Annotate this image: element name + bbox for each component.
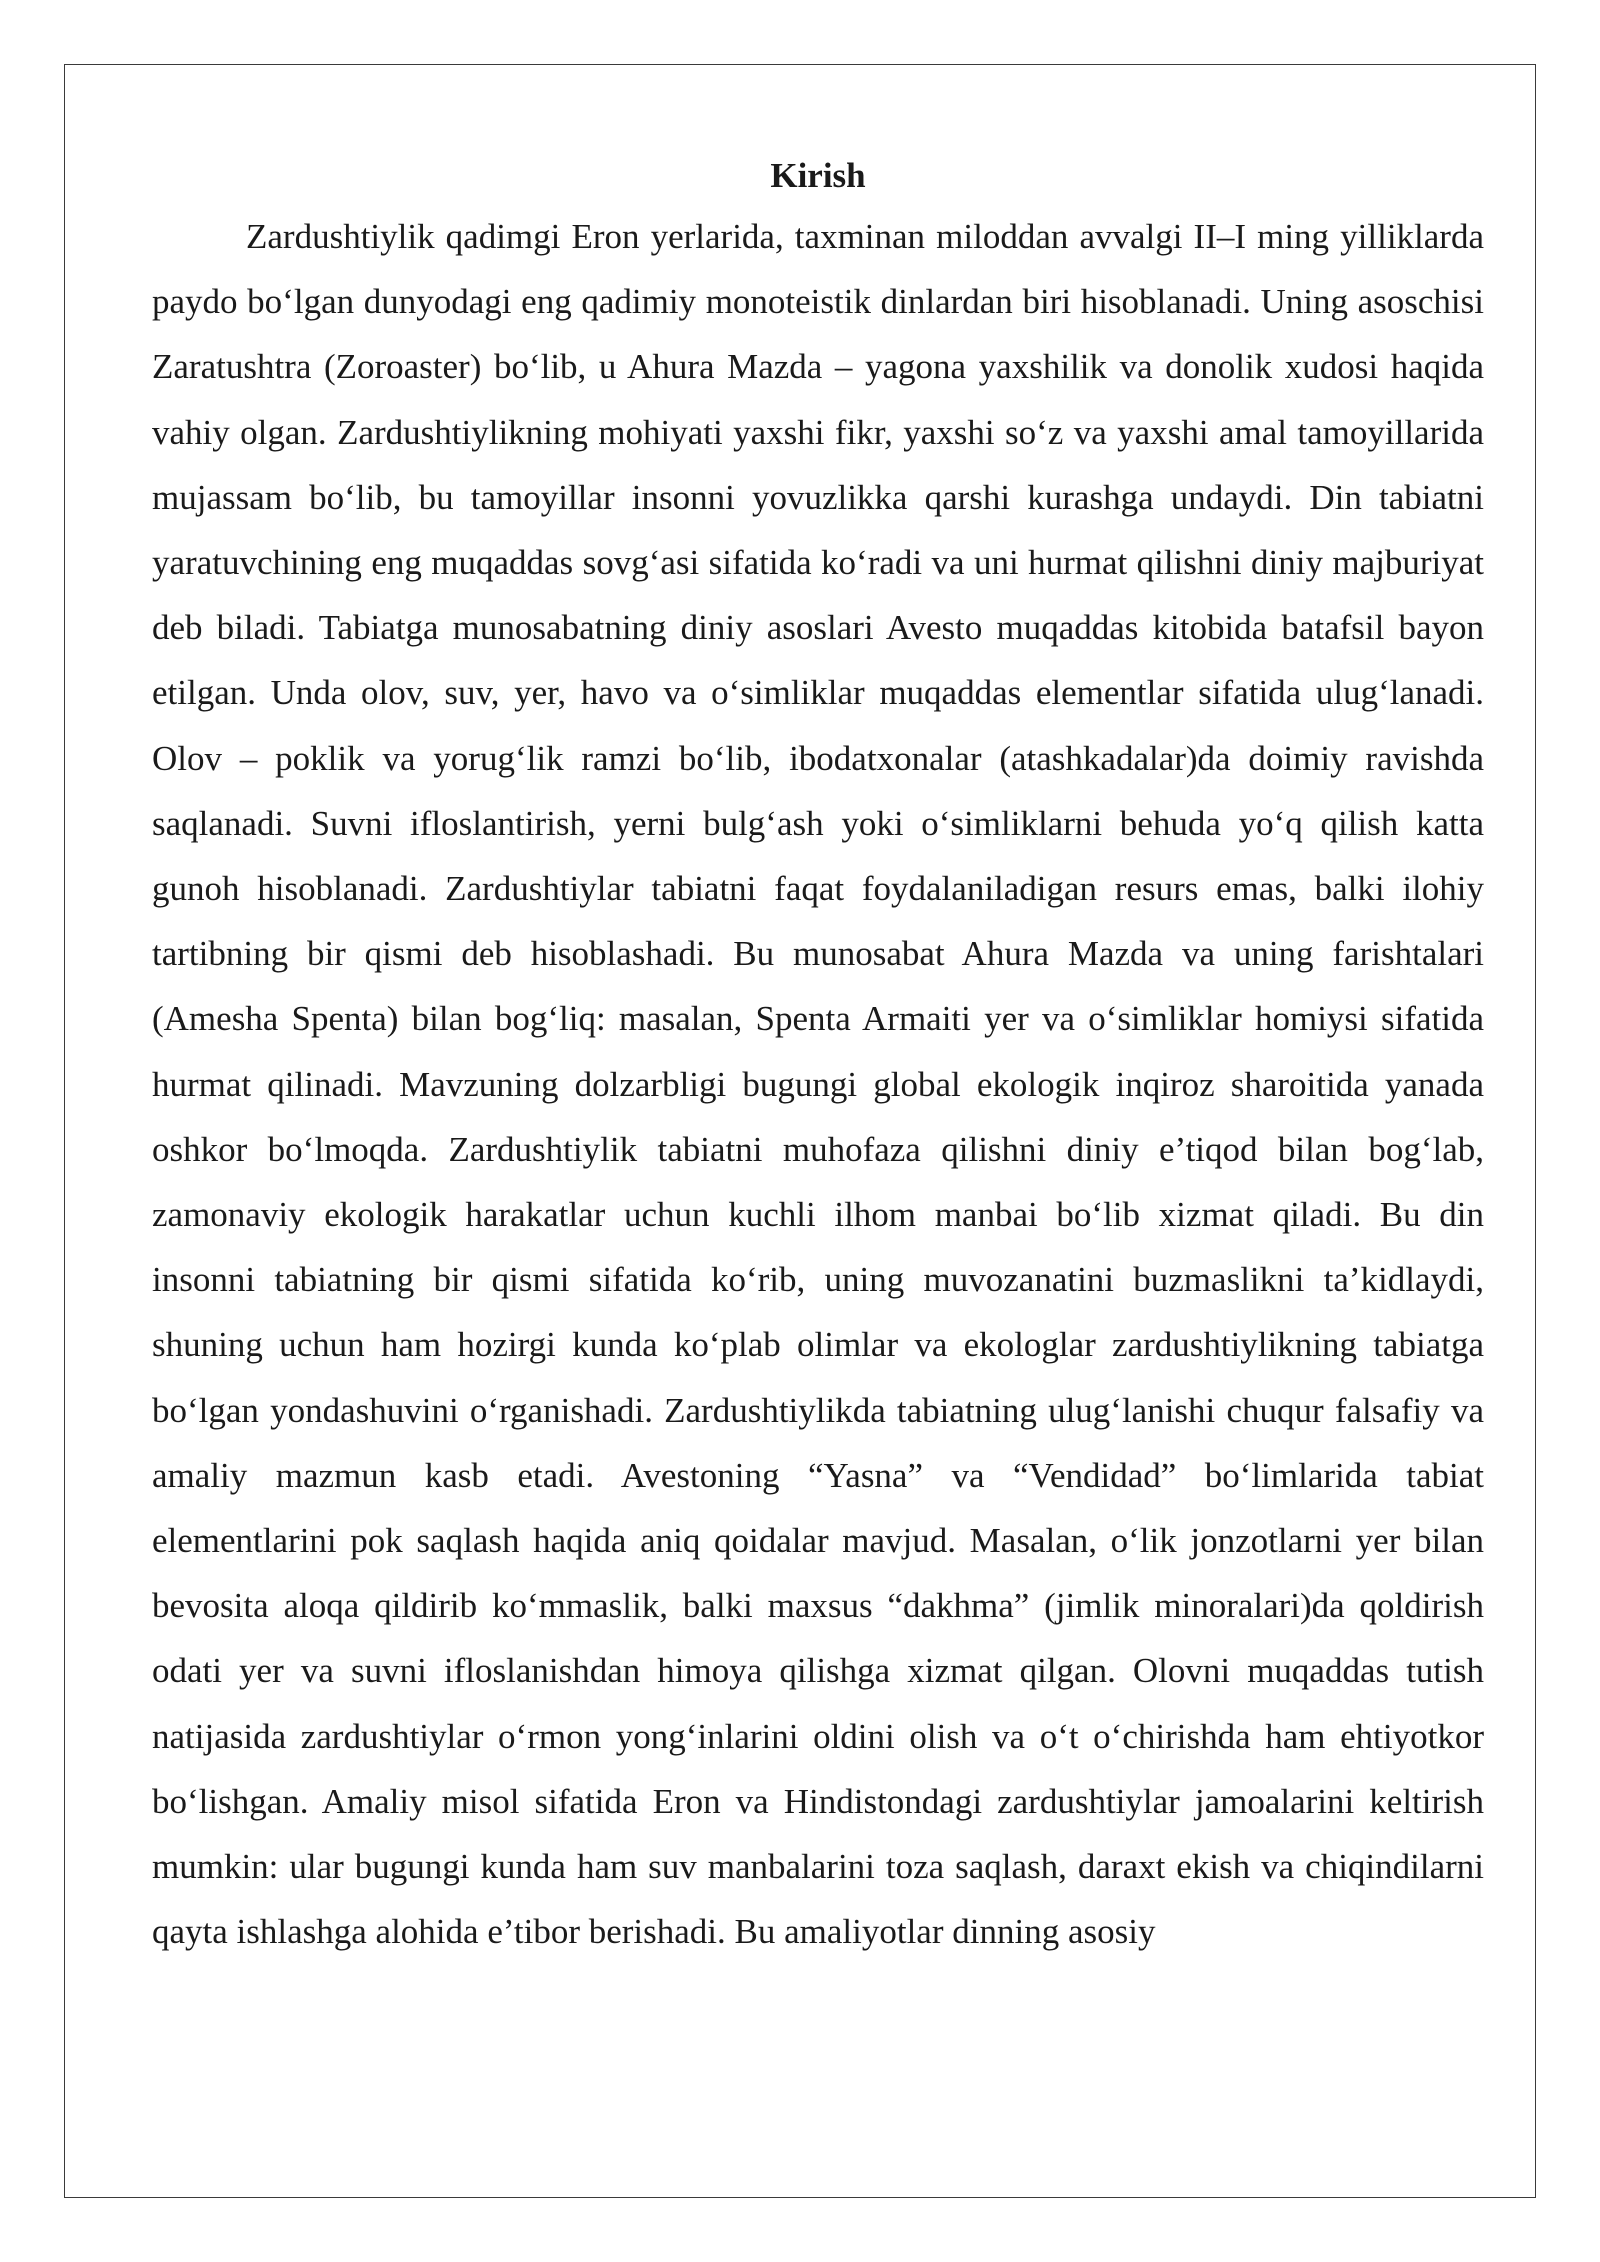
body-paragraph: Zardushtiylik qadimgi Eron yerlarida, taxminan miloddan avvalgi II–I ming yilliklarda paydo bo‘lgan dunyodagi eng qadimiy monoteistik dinlardan biri hisoblanadi. Uning asoschisi Zaratushtra (Zoroaster) bo‘lib, u Ahura Mazda – yagona yaxshilik va donolik xudosi haqida vahiy olgan. Zardushtiylikning mohiyati yaxshi fikr, yaxshi so‘z va yaxshi amal tamoyillarida mujassam bo‘lib, bu tamoyillar insonni yovuzlikka qarshi kurashga undaydi. Din tabiatni yaratuvchining eng muqaddas sovg‘asi sifatida ko‘radi va uni hurmat qilishni diniy majburiyat deb biladi. Tabiatga munosabatning diniy asoslari Avesto muqaddas kitobida batafsil bayon etilgan. Unda olov, suv, yer, havo va o‘simliklar muqaddas elementlar sifatida ulug‘lanadi. Olov – poklik va yorug‘lik ramzi bo‘lib, ibodatxonalar (atashkadalar)da doimiy ravishda saqlanadi. Suvni ifloslantirish, yerni bulg‘ash yoki o‘simliklarni behuda yo‘q qilish katta gunoh hisoblanadi. Zardushtiylar tabiatni faqat foydalaniladigan resurs emas, balki ilohiy tartibning bir qismi deb hisoblashadi. Bu munosabat Ahura Mazda va uning farishtalari (Amesha Spenta) bilan bog‘liq: masalan, Spenta Armaiti yer va o‘simliklar homiysi sifatida hurmat qilinadi. Mavzuning dolzarbligi bugungi global ekologik inqiroz sharoitida yanada oshkor bo‘lmoqda. Zardushtiylik tabiatni muhofaza qilishni diniy e’tiqod bilan bog‘lab, zamonaviy ekologik harakatlar uchun kuchli ilhom manbai bo‘lib xizmat qiladi. Bu din insonni tabiatning bir qismi sifatida ko‘rib, uning muvozanatini buzmaslikni ta’kidlaydi, shuning uchun ham hozirgi kunda ko‘plab olimlar va ekologlar zardushtiylikning tabiatga bo‘lgan yondashuvini o‘rganishadi. Zardushtiylikda tabiatning ulug‘lanishi chuqur falsafiy va amaliy mazmun kasb etadi. Avestoning “Yasna” va “Vendidad” bo‘limlarida tabiat elementlarini pok saqlash haqida aniq qoidalar mavjud. Masalan, o‘lik jonzotlarni yer bilan bevosita aloqa qildirib ko‘mmaslik, balki maxsus “dakhma” (jimlik minoralari)da qoldirish odati yer va suvni ifloslanishdan himoya qilishga xizmat qilgan. Olovni muqaddas tutish natijasida zardushtiylar o‘rmon yong‘inlarini oldini olish va o‘t o‘chirishda ham ehtiyotkor bo‘lishgan. Amaliy misol sifatida Eron va Hindistondagi zardushtiylar jamoalarini keltirish mumkin: ular bugungi kunda ham suv manbalarini toza saqlash, daraxt ekish va chiqindilarni qayta ishlashga alohida e’tibor berishadi. Bu amaliyotlar dinning asosiy: [152, 217, 1484, 1952]
document-body: [152, 148, 1484, 1964]
page-title: Kirish: [770, 156, 866, 195]
